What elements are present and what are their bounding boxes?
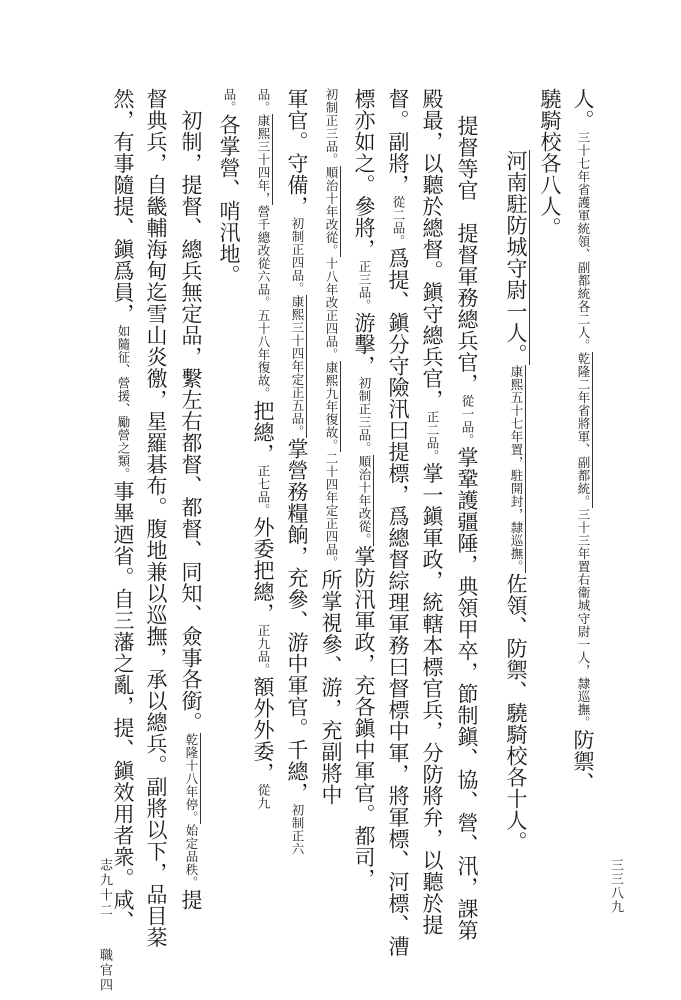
annotation-text-segment: 初制正三品。 — [324, 88, 339, 166]
annotation-text-segment: 品。 — [256, 88, 271, 114]
text-column — [252, 88, 273, 810]
main-text-segment: 軍官。 — [285, 88, 309, 153]
annotation-text-segment: 順治十年改從。 — [357, 454, 372, 546]
main-text-segment: 把總， — [251, 400, 275, 465]
annotation-text-segment: 順治十年改從。 — [324, 166, 339, 257]
annotation-text-segment: 正九品。 — [256, 624, 271, 676]
annotation-text-segment: 正二品。 — [425, 410, 440, 463]
text-column — [218, 88, 239, 286]
text-column — [145, 88, 166, 948]
annotation-text-segment: 初制正四品。 — [290, 217, 305, 295]
annotation-text-segment: 三十三年置右衞城守尉一人，隸巡撫。 — [576, 508, 591, 729]
main-text-segment: 然，有事隨提、鎭爲員， — [111, 88, 135, 325]
main-text-segment: 千總， — [285, 739, 309, 804]
main-text-segment: 都司， — [352, 825, 376, 890]
main-text-segment: 副將以下，品目棻 — [144, 776, 168, 948]
main-text-segment: 副將， — [386, 131, 410, 196]
main-text-segment: 事畢迺省。 — [111, 480, 135, 588]
main-text-segment: 掌防汛軍政，充各鎭中軍官。 — [352, 545, 376, 825]
text-column — [387, 88, 408, 957]
annotation-text-segment: 乾隆十八年停。 — [184, 733, 199, 824]
page-number: 三三八九 — [608, 858, 623, 914]
main-text-segment: 額外外委， — [251, 676, 275, 784]
text-column — [539, 88, 560, 239]
main-text-segment: 人。 — [571, 88, 595, 131]
main-text-segment: 提督等官 — [455, 115, 479, 201]
main-text-segment: 掌鞏護疆陲，典領甲卒，節制鎭、協、營、汛，課第 — [455, 446, 479, 941]
main-text-segment: 守備， — [285, 152, 309, 217]
text-column — [112, 88, 133, 932]
main-text-segment: 外委把總， — [251, 516, 275, 624]
main-text-segment: 督。 — [386, 88, 410, 131]
annotation-text-segment: 如隨征、營援、勵營之類。 — [116, 324, 131, 481]
annotation-text-segment: 康熙五十七年置，駐開封，隸巡撫。 — [509, 365, 524, 573]
main-text-segment: 提 — [179, 889, 203, 911]
main-text-segment: 各掌營、哨汛地。 — [217, 114, 241, 286]
annotation-text-segment: 十八年改正四品。 — [324, 257, 339, 361]
annotation-text-segment: 品。 — [222, 88, 237, 114]
annotation-text-segment: 三十七年省護軍統領、副都統各二人。 — [576, 131, 591, 352]
annotation-text-segment: 初制正三品。 — [357, 376, 372, 455]
text-column — [353, 88, 374, 890]
annotation-text-segment: 康熙九年復故。 — [324, 361, 339, 452]
main-text-segment: 殿最，以聽於總督。 — [420, 88, 444, 282]
page-footer-title: 志九十二 職官四 — [97, 858, 112, 993]
annotation-text-segment: 營千總改從六品。 — [256, 205, 271, 309]
main-text-segment: 提督軍務總兵官， — [455, 201, 479, 395]
main-text-segment: 游擊， — [352, 312, 376, 377]
annotation-text-segment: 二十四年定正四品。 — [324, 452, 339, 569]
text-column — [456, 115, 477, 941]
annotation-text-segment: 從九 — [256, 783, 271, 810]
text-column — [505, 150, 526, 853]
main-text-segment: 腹地兼以巡撫，承以總兵。 — [144, 518, 168, 776]
main-text-segment: 咸、 — [111, 889, 135, 932]
main-text-segment: 掌營務糧餉，充參、游中軍官。 — [285, 438, 309, 739]
main-text-segment: 初制，提督、總兵無定品，繫左右都督、都督、同知、僉事各銜。 — [179, 88, 203, 733]
annotation-text-segment: 從二品。 — [391, 195, 406, 248]
main-text-segment: 所掌視參、游，充副將中 — [319, 569, 343, 806]
annotation-text-segment: 從一品。 — [460, 394, 475, 447]
main-text-segment: 鎭守總兵官， — [420, 281, 444, 411]
annotation-text-segment: 康熙三十四年， — [256, 114, 271, 205]
text-column — [180, 88, 201, 911]
main-text-segment: 驍騎校各八人。 — [538, 88, 562, 239]
main-text-segment: 自三藩之亂，提、鎭效用者衆。 — [111, 588, 135, 889]
text-column — [421, 88, 442, 936]
main-text-segment: 爲提、鎭分守險汛曰提標，爲總督綜理軍務曰督標中軍，將軍標、河標、漕 — [386, 247, 410, 957]
main-text-segment: 督典兵，自畿輔海甸迄雪山炎徼，星羅碁布。 — [144, 88, 168, 518]
text-column — [286, 88, 307, 856]
main-text-segment: 參將， — [352, 195, 376, 260]
text-column — [572, 88, 593, 794]
annotation-text-segment: 康熙三十四年定正五品。 — [290, 295, 305, 438]
main-text-segment: 掌一鎭軍政，統轄本標官兵，分防將弁，以聽於提 — [420, 462, 444, 936]
main-text-segment: 防禦、 — [571, 729, 595, 794]
main-text-segment: 佐領、防禦、驍騎校各十人。 — [504, 573, 528, 853]
annotation-text-segment: 乾隆二年省將軍、副都統。 — [576, 352, 591, 508]
main-text-segment: 河南駐防城守尉一人。 — [504, 150, 528, 365]
annotation-text-segment: 五十八年復故。 — [256, 309, 271, 400]
annotation-text-segment: 始定品秩。 — [184, 824, 199, 889]
annotation-text-segment: 初制正六 — [290, 803, 305, 856]
text-column — [320, 88, 341, 806]
annotation-text-segment: 正七品。 — [256, 464, 271, 517]
annotation-text-segment: 正三品。 — [357, 260, 372, 312]
main-text-segment: 標亦如之。 — [352, 88, 376, 196]
